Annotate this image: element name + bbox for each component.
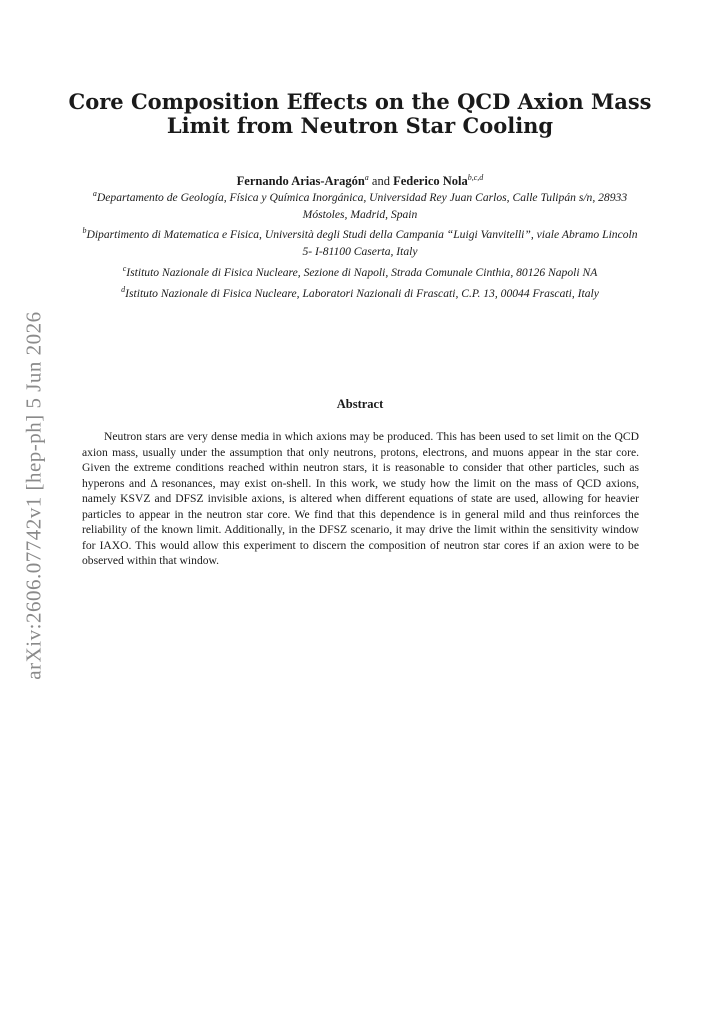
affiliation-text: Istituto Nazionale di Fisica Nucleare, Laboratori Nazionali di Frascati, C.P. 13, 00044 Frascati, Italy xyxy=(125,286,599,300)
author-name: Fernando Arias-Aragón xyxy=(236,174,365,189)
affiliation-mark: b xyxy=(82,226,87,236)
affiliation xyxy=(80,261,640,282)
affiliation-mark: a xyxy=(92,189,97,198)
author-joiner: and xyxy=(368,174,394,189)
author-affiliation-mark: a xyxy=(364,173,369,182)
affiliation-text: Dipartimento di Matematica e Fisica, Università degli Studi della Campania “Luigi Vanvitelli”, viale Abramo Lincoln 5- I-81100 Caserta, Italy xyxy=(86,228,638,259)
affiliation-text: Istituto Nazionale di Fisica Nucleare, Sezione di Napoli, Strada Comunale Cinthia, 80126 Napoli NA xyxy=(126,265,598,279)
abstract-text: Neutron stars are very dense media in which axions may be produced. This has been used to set limit on the QCD axion mass, usually under the assumption that only neutrons, protons, electrons, and muons appear in the star core. Given the extreme conditions reached within neutron stars, it is reasonable to consider that other particles, such as hyperons and Δ resonances, may exist on-shell. In this work, we study how the limit on the mass of QCD axions, namely KSVZ and DFSZ invisible axions, is altered when different equations of state are used, allowing for heavier particles to appear in the neutron star core. We find that this dependence is in general mild and thus reinforces the reliability of the known limit. Additionally, in the DFSZ scenario, it may drive the limit within the sensitivity window for IAXO. This would allow this experiment to discern the composition of neutron star cores if an axion were to be observed within that window. xyxy=(82,430,639,567)
arxiv-stamp-text: arXiv:2606.07742v1 [hep-ph] 5 Jun 2026 xyxy=(21,310,46,680)
affiliation-mark: d xyxy=(121,284,126,294)
affiliation xyxy=(80,186,640,223)
affiliation-mark: c xyxy=(122,263,127,273)
affiliation-text: Departamento de Geología, Física y Química Inorgánica, Universidad Rey Juan Carlos, Calle Tulipán s/n, 28933 Móstoles, Madrid, Spain xyxy=(96,190,628,221)
author-name: Federico Nola xyxy=(393,174,468,189)
affiliation xyxy=(80,223,640,260)
affiliation-list xyxy=(80,186,640,302)
affiliation xyxy=(80,282,640,303)
arxiv-stamp xyxy=(18,300,50,690)
abstract-heading: Abstract xyxy=(336,397,384,411)
paper-title: Core Composition Effects on the QCD Axion Mass Limit from Neutron Star Cooling xyxy=(68,89,652,138)
author-affiliation-mark: b,c,d xyxy=(467,173,484,182)
